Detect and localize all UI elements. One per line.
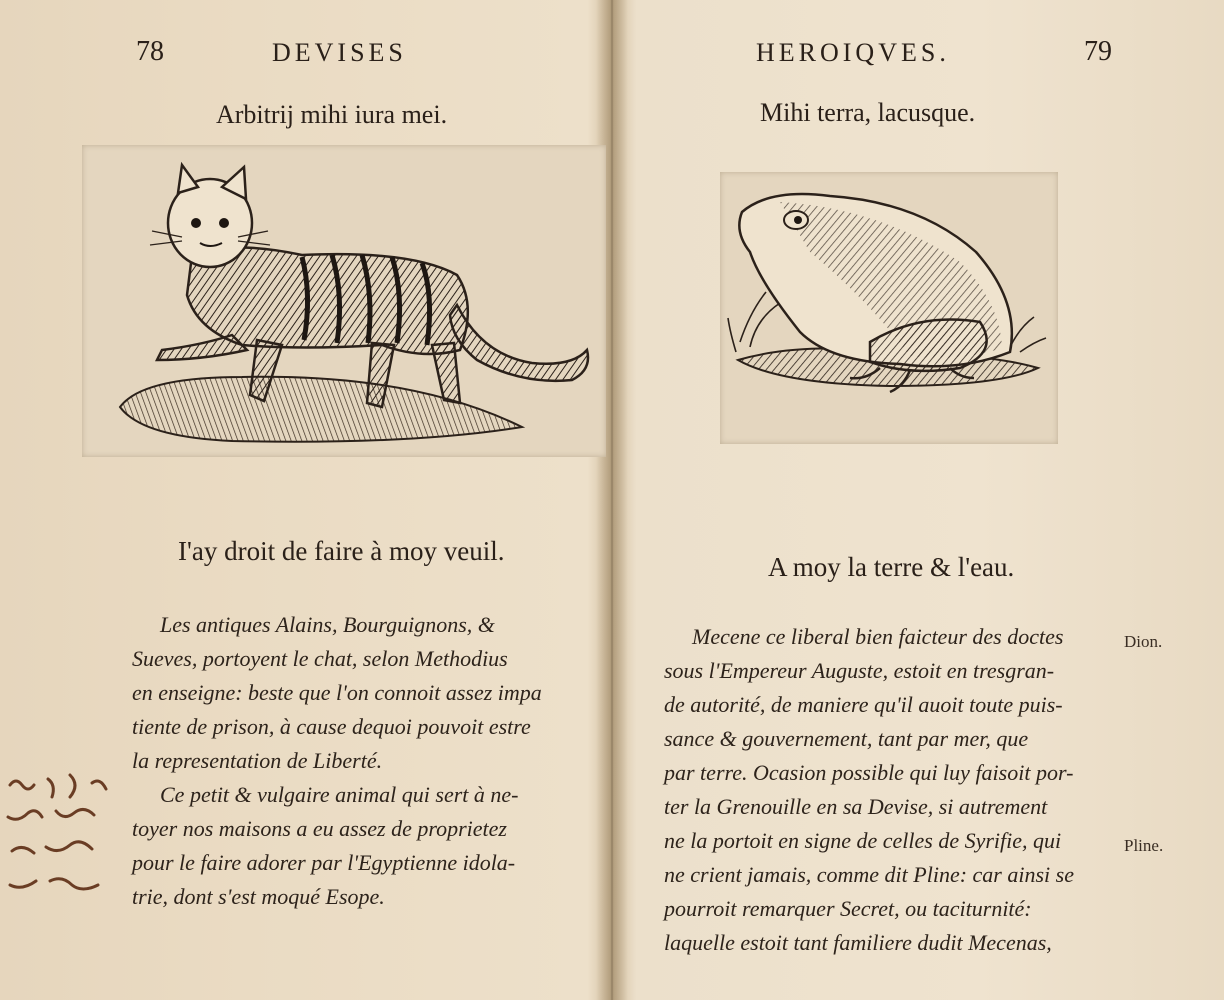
- right-body-line: Mecene ce liberal bien faicteur des doctes: [692, 624, 1064, 649]
- left-body-line: Ce petit & vulgaire animal qui sert à ne-: [160, 782, 519, 807]
- left-body-line: tiente de prison, à cause dequoi pouvoit estre: [132, 714, 531, 739]
- right-body-text: [664, 620, 1074, 960]
- right-body-line: par terre. Ocasion possible qui luy faisoit por-: [664, 760, 1074, 785]
- left-page: [0, 0, 604, 1000]
- right-body-line: ne crient jamais, comme dit Pline: car ainsi se: [664, 862, 1074, 887]
- right-body-line: ne la portoit en signe de celles de Syrifie, qui: [664, 828, 1062, 853]
- right-page-number: 79: [1084, 36, 1112, 67]
- handwritten-annotation-icon: [0, 765, 122, 915]
- left-body-line: pour le faire adorer par l'Egyptienne idola-: [132, 850, 516, 875]
- frog-engraving-icon: [720, 172, 1058, 444]
- margin-note-pline: Pline.: [1124, 836, 1164, 855]
- margin-note-dion: Dion.: [1124, 632, 1163, 651]
- left-translation: I'ay droit de faire à moy veuil.: [178, 536, 505, 566]
- left-page-number: 78: [136, 36, 164, 67]
- right-page: [620, 0, 1224, 1000]
- left-body-line: la representation de Liberté.: [132, 748, 383, 773]
- right-motto: Mihi terra, lacusque.: [760, 98, 976, 127]
- right-translation: A moy la terre & l'eau.: [768, 552, 1015, 582]
- left-illustration-plate: [82, 145, 606, 457]
- left-body-line: en enseigne: beste que l'on connoit assez impa: [132, 680, 542, 705]
- right-body-line: de autorité, de maniere qu'il auoit toute puis-: [664, 692, 1063, 717]
- right-running-head: HEROIQVES.: [756, 38, 950, 67]
- right-illustration-plate: [720, 172, 1058, 444]
- left-body-text: [132, 608, 542, 914]
- right-body-line: ter la Grenouille en sa Devise, si autrement: [664, 794, 1048, 819]
- cat-engraving-icon: [82, 145, 606, 457]
- left-body-line: toyer nos maisons a eu assez de proprietez: [132, 816, 507, 841]
- right-body-line: pourroit remarquer Secret, ou taciturnité:: [664, 896, 1032, 921]
- left-running-head: DEVISES: [272, 38, 407, 67]
- right-body-line: sous l'Empereur Auguste, estoit en tresgran-: [664, 658, 1055, 683]
- left-body-line: Les antiques Alains, Bourguignons, &: [160, 612, 495, 637]
- left-motto: Arbitrij mihi iura mei.: [216, 100, 448, 129]
- right-body-line: sance & gouvernement, tant par mer, que: [664, 726, 1029, 751]
- left-body-line: trie, dont s'est moqué Esope.: [132, 884, 385, 909]
- left-body-line: Sueves, portoyent le chat, selon Methodius: [132, 646, 508, 671]
- right-body-line: laquelle estoit tant familiere dudit Mecenas,: [664, 930, 1052, 955]
